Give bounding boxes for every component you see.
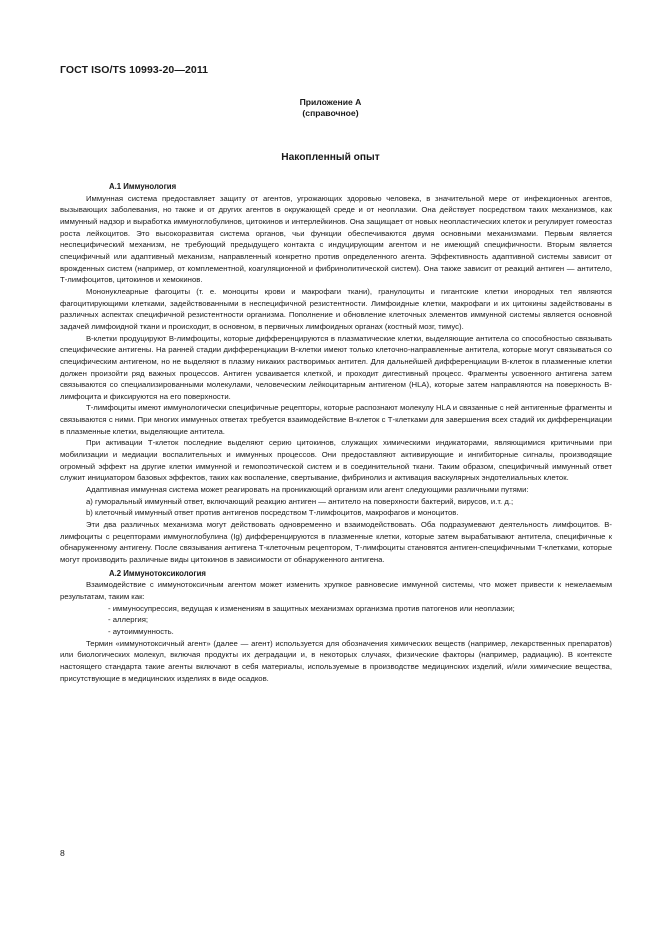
page-title: Накопленный опыт (281, 152, 380, 163)
paragraph: Взаимодействие с иммунотоксичным агентом может изменить хрупкое равновесие иммунной системы, что может привести к нежелаемым результатам, таким как: (60, 580, 612, 601)
document-code: ГОСТ ISO/TS 10993-20—2011 (60, 64, 209, 76)
paragraph: Термин «иммунотоксичный агент» (далее — агент) используется для обозначения химических веществ (например, лекарственных препаратов) или биологических молекул, включая продукты их деградации и, в некоторых случаях, физические факторы (например, радиацию). В контексте настоящего стандарта такие агенты включают в себя материалы, используемые в производстве медицинских изделий, и/или химические вещества, присутствующие в медицинских изделиях в виде осадков. (60, 638, 612, 683)
paragraph: Мононуклеарные фагоциты (т. е. моноциты крови и макрофаги ткани), гранулоциты и гигантские клетки инородных тел являются фагоцитирующими клетками, задействованными в неспецифичной резистентности. Лимфоидные клетки, макрофаги и их цитокины задействованы в различных аспектах специфичной резистентности организма. Пополнение и обновление клеточных элементов иммунной системы является основной задачей лимфоидной ткани и происходит, в основном, в первичных лимфоидных органах (костный мозг, тимус). (60, 286, 612, 331)
page-number: 8 (60, 848, 65, 858)
paragraph: Иммунная система предоставляет защиту от агентов, угрожающих здоровью человека, в значительной мере от инфекционных агентов, вызывающих заболевания, но также и от других агентов в окружающей среде и от неоплазии. Она действует посредством таких механизмов, как иммунный надзор и выработка иммуноглобулинов, цитокинов и интерлейкинов. Она защищает от новых неопластических клеток и регулирует гомеостаз роста лейкоцитов. Это высокоразвитая система органов, чьи функции обеспечиваются двумя основными механизмами. Первым является неспецифический механизм, не требующий предыдущего контакта с индуцирующим агентом и не имеющий специфичности. Вторым является специфичный или адаптивный механизм, направленный конкретно против определенного агента. Эффективность адаптивной системы зависит от врожденных систем (например, от комплементной, коагуляционной и фибринолитической систем). Она также зависит от реакций антиген — антитело, Т-лимфоцитов, цитокинов и хемокинов. (60, 193, 612, 285)
appendix-subtitle: (справочное) (302, 108, 359, 118)
list-item: - аллергия; (108, 615, 149, 625)
paragraph: В-клетки продуцируют В-лимфоциты, которые дифференцируются в плазматические клетки, выделяющие антитела со способностью связывать специфические антигены. На ранней стадии дифференциации В-клетки имеют только клеточно-направленные антитела, которые могут связываться со специфическим антигеном, но не выделяют в плазму никаких растворимых антител. Для дальнейшей дифференциации В-клеток в плазменные клетки должен произойти ряд важных процессов. Антиген усваивается клеткой, и проходит дигестивный процесс. Фрагменты усвоенного антигена затем связываются со специализированными молекулами, человеческим лейкоцитарным антигеном (HLA), которые затем направляются на поверхность В-лимфоцита и фиксируются на его поверхности. (60, 333, 612, 401)
list-item: - иммуносупрессия, ведущая к изменениям в защитных механизмах организма против патогенов или неоплазии; (108, 603, 515, 613)
list-item: - аутоиммунность. (108, 626, 174, 636)
section-heading-a2: А.2 Иммунотоксикология (109, 568, 206, 578)
appendix-label (0, 97, 661, 119)
list-item: b) клеточный иммунный ответ против антигенов посредством Т-лимфоцитов, макрофагов и моноцитов. (86, 508, 459, 518)
paragraph: Эти два различных механизма могут действовать одновременно и взаимодействовать. Оба подразумевают деятельность лимфоцитов. В-лимфоциты с рецепторами иммуноглобулина (Ig) дифференцируются в плазменные клетки, которые затем вырабатывают антитела, специфичные к обнаруженному антигену. После связывания антигена Т-клеточным рецептором, Т-лимфоциты становятся антиген-специфичными Т-клетками, которые могут производить различные виды цитокинов в зависимости от обнаруженного антигена. (60, 520, 612, 564)
document-body (60, 181, 612, 684)
paragraph: При активации Т-клеток последние выделяют серию цитокинов, служащих химическими индикаторами, являющимися критичными при мобилизации и медиации воспалительных и иммунных процессов. Они предоставляют активирующие и ингибиторные сигналы, производящие огромный эффект на другие клетки иммунной и гемопоэтической систем и в соединительной ткани. Таким образом, специфичный иммунный ответ служит инициатором базовых эффектов, таких как воспаление, свертывание, фибринолиз и активация васкулярных эндотелиальных клеток. (60, 438, 612, 483)
paragraph: Адаптивная иммунная система может реагировать на проникающий организм или агент следующими различными путями: (86, 485, 529, 495)
appendix-title: Приложение А (299, 97, 362, 107)
section-heading-a1: А.1 Иммунология (109, 182, 177, 191)
paragraph: Т-лимфоциты имеют иммунологически специфичные рецепторы, которые распознают молекулу HLA и связанные с ней антигенные фрагменты и связываются с ними. При многих иммунных ответах требуется взаимодействие В-клеток с Т-клетками для завершения всех стадий их дифференциации в плазменные клетки, выделяющие антитела. (60, 403, 612, 436)
list-item: а) гуморальный иммунный ответ, включающий реакцию антиген — антитело на поверхности бактерий, вирусов, и.т. д.; (86, 496, 514, 506)
